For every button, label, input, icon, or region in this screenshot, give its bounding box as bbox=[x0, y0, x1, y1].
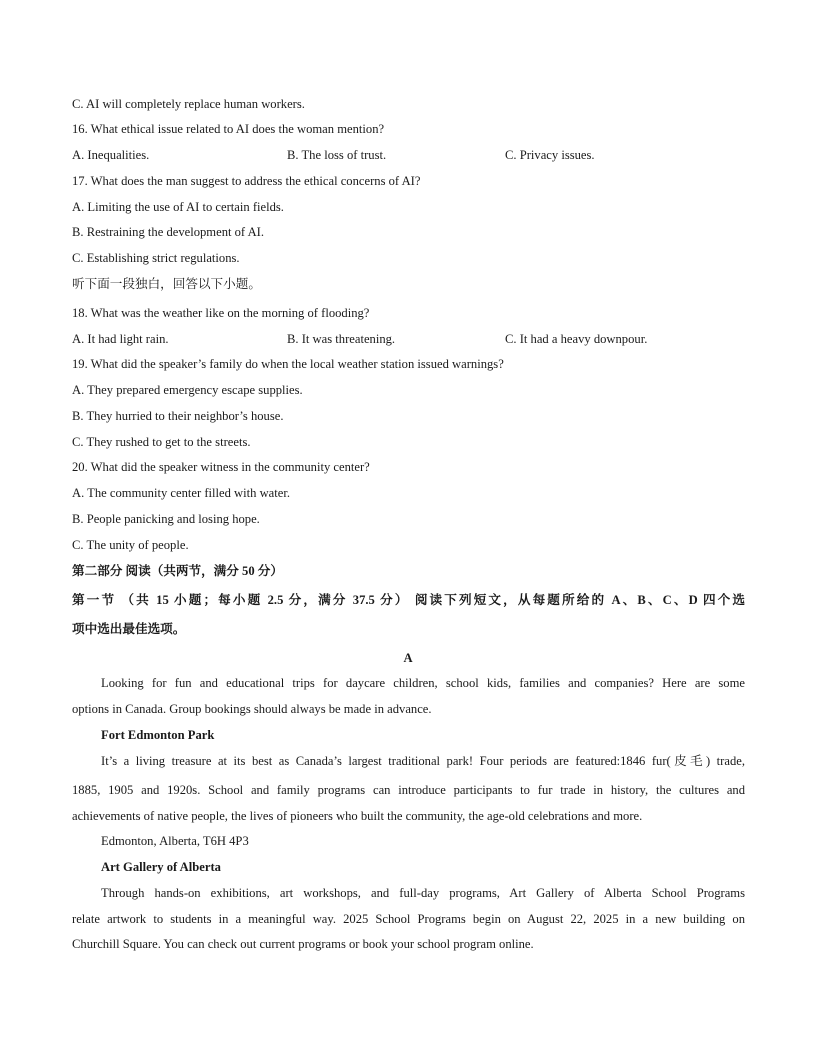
monologue-instruction: 听下面一段独白，回答以下小题。 bbox=[72, 277, 261, 291]
q18-option-b: B. It was threatening. bbox=[287, 332, 396, 346]
fort-line-2: 1885, 1905 and 1920s. School and family programs can introduce participants to fur trade in history, the cultures and bbox=[72, 783, 745, 797]
q16-option-b: B. The loss of trust. bbox=[287, 148, 387, 162]
q19-option-a: A. They prepared emergency escape supplies. bbox=[72, 383, 303, 397]
q16-option-c: C. Privacy issues. bbox=[505, 148, 595, 162]
fort-address: Edmonton, Alberta, T6H 4P3 bbox=[101, 834, 249, 848]
q16-question: 16. What ethical issue related to AI does the woman mention? bbox=[72, 122, 385, 136]
art-gallery-title: Art Gallery of Alberta bbox=[101, 860, 221, 874]
q19-option-b: B. They hurried to their neighbor’s house. bbox=[72, 409, 284, 423]
q18-option-a: A. It had light rain. bbox=[72, 332, 169, 346]
section-one-instruction-cont: 项中选出最佳选项。 bbox=[72, 622, 186, 636]
q16-option-a: A. Inequalities. bbox=[72, 148, 150, 162]
passage-label: A bbox=[403, 651, 413, 665]
q17-option-b: B. Restraining the development of AI. bbox=[72, 225, 265, 239]
q20-option-c: C. The unity of people. bbox=[72, 538, 189, 552]
q19-option-c: C. They rushed to get to the streets. bbox=[72, 435, 251, 449]
q18-question: 18. What was the weather like on the morning of flooding? bbox=[72, 306, 370, 320]
q20-option-b: B. People panicking and losing hope. bbox=[72, 512, 260, 526]
intro-line-1: Looking for fun and educational trips for daycare children, school kids, families and companies? Here are some bbox=[101, 676, 745, 690]
fort-line-3: achievements of native people, the lives of pioneers who built the community, the age-old celebrations and more. bbox=[72, 809, 643, 823]
q17-question: 17. What does the man suggest to address the ethical concerns of AI? bbox=[72, 174, 421, 188]
q19-question: 19. What did the speaker’s family do when the local weather station issued warnings? bbox=[72, 357, 504, 371]
fort-line-1: It’s a living treasure at its best as Canada’s largest traditional park! Four periods are featured:1846 fur(皮毛) trade, bbox=[101, 754, 745, 768]
intro-line-2: options in Canada. Group bookings should always be made in advance. bbox=[72, 702, 432, 716]
fort-edmonton-title: Fort Edmonton Park bbox=[101, 728, 215, 742]
q20-option-a: A. The community center filled with water. bbox=[72, 486, 290, 500]
q17-option-c: C. Establishing strict regulations. bbox=[72, 251, 240, 265]
gallery-line-3: Churchill Square. You can check out current programs or book your school program online. bbox=[72, 937, 534, 951]
q15-option-c: C. AI will completely replace human workers. bbox=[72, 97, 305, 111]
q20-question: 20. What did the speaker witness in the community center? bbox=[72, 460, 370, 474]
part-two-title: 第二部分 阅读（共两节，满分 50 分） bbox=[72, 564, 283, 578]
gallery-line-1: Through hands-on exhibitions, art workshops, and full-day programs, Art Gallery of Alberta School Programs bbox=[101, 886, 745, 900]
section-one-instruction: 第一节 （共 15 小题；每小题 2.5 分，满分 37.5 分） 阅读下列短文，从每题所给的 A、B、C、D 四个选 bbox=[72, 593, 745, 607]
q17-option-a: A. Limiting the use of AI to certain fields. bbox=[72, 200, 284, 214]
gallery-line-2: relate artwork to students in a meaningful way. 2025 School Programs begin on August 22, 2025 in a new building on bbox=[72, 912, 745, 926]
q18-option-c: C. It had a heavy downpour. bbox=[505, 332, 648, 346]
